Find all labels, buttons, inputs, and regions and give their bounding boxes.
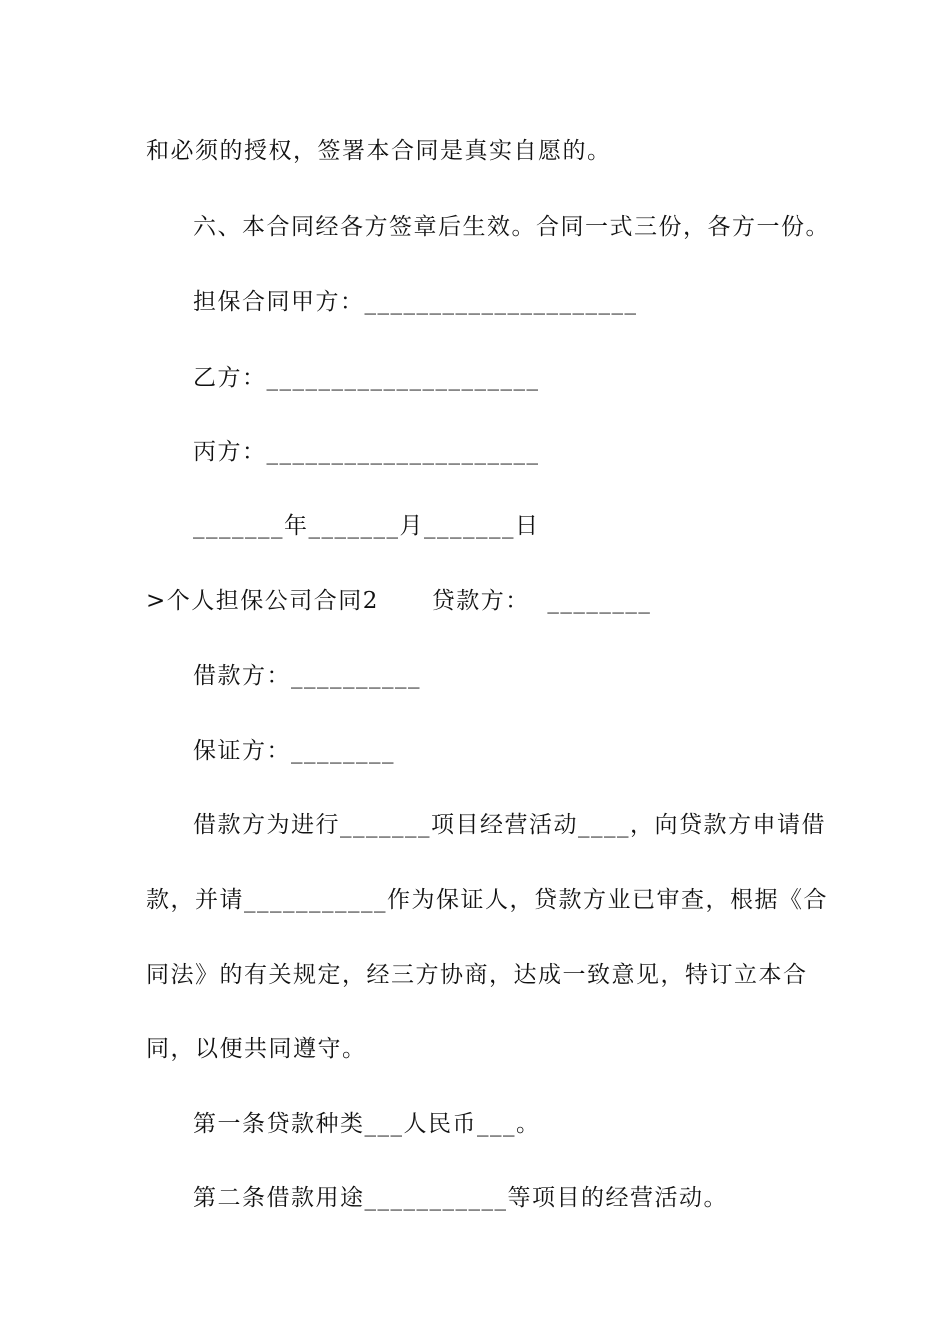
text-line-10: 借款方为进行_______项目经营活动____，向贷款方申请借 — [193, 812, 826, 838]
text-line-11: 款，并请___________作为保证人，贷款方业已审查，根据《合 — [146, 887, 828, 913]
borrower-line: 借款方：__________ — [193, 663, 421, 689]
signature-line-party-b: 乙方：_____________________ — [193, 365, 540, 391]
article-2-line: 第二条借款用途___________等项目的经营活动。 — [193, 1185, 728, 1211]
article-1-line: 第一条贷款种类___人民币___。 — [193, 1111, 541, 1137]
signature-line-party-a: 担保合同甲方：_____________________ — [193, 289, 638, 315]
text-line-12: 同法》的有关规定，经三方协商，达成一致意见，特订立本合 — [146, 962, 808, 988]
section-heading-lender: >个人担保公司合同2 贷款方： ________ — [146, 588, 652, 614]
text-line-1: 和必须的授权，签署本合同是真实自愿的。 — [146, 138, 612, 164]
text-line-2: 六、本合同经各方签章后生效。合同一式三份，各方一份。 — [193, 214, 830, 240]
guarantor-line: 保证方：________ — [193, 738, 395, 764]
date-line: _______年_______月_______日 — [193, 513, 540, 539]
text-line-13: 同，以便共同遵守。 — [146, 1036, 367, 1062]
signature-line-party-c: 丙方：_____________________ — [193, 439, 540, 465]
